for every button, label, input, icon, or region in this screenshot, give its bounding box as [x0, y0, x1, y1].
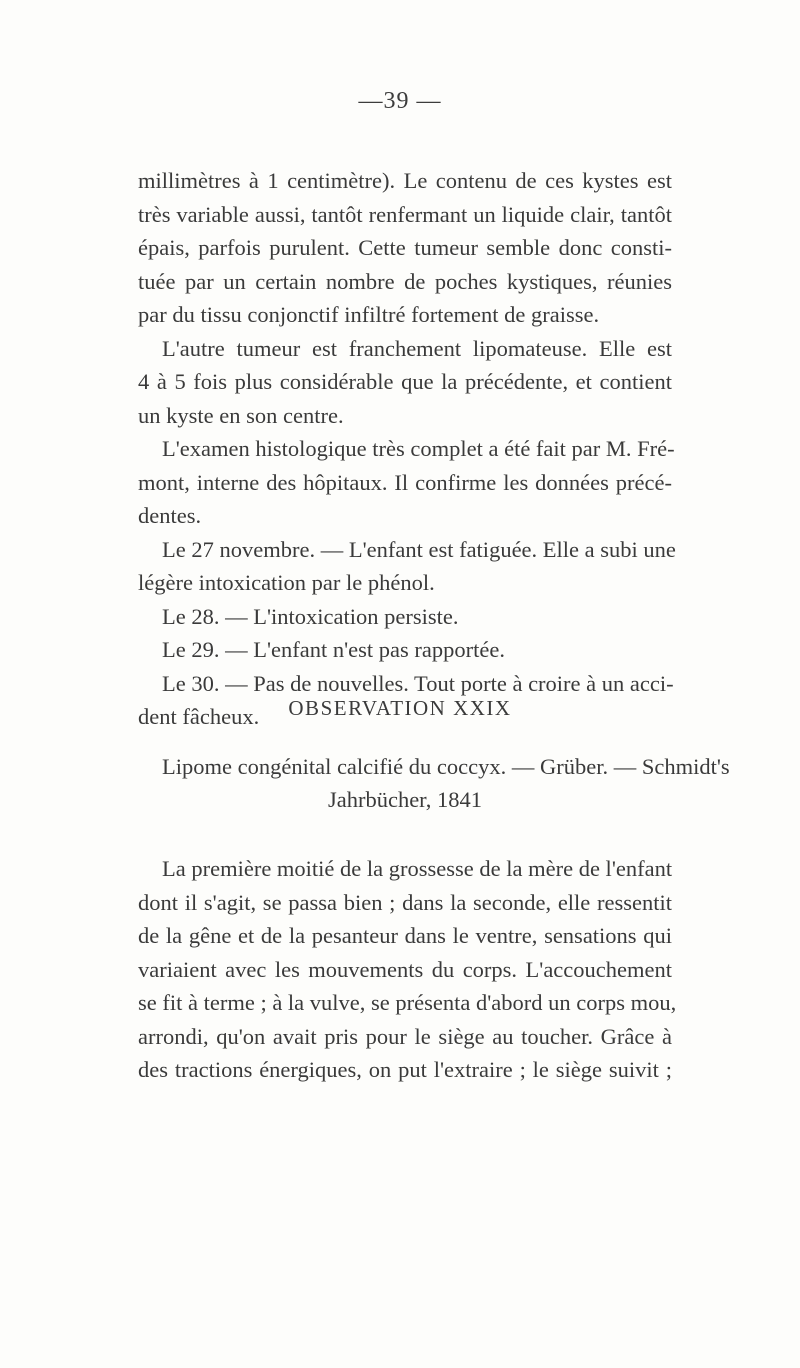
- reference-line: Lipome congénital calcifié du coccyx. — Grüber. — Schmidt's: [162, 754, 730, 779]
- text-line: variaient avec les mouvements du corps. L'accouchement: [138, 956, 672, 982]
- paragraph-kystes: [138, 164, 672, 332]
- text-line: mont, interne des hôpitaux. Il confirme les données précé-: [138, 469, 672, 495]
- observation-heading: OBSERVATION XXIX: [288, 696, 512, 720]
- text-block-top: [138, 164, 676, 734]
- text-line: légère intoxication par le phénol.: [138, 570, 435, 595]
- text-line: dentes.: [138, 503, 202, 528]
- paragraph-examen: [138, 432, 675, 533]
- paragraph-grossesse: [138, 852, 677, 1087]
- text-line: La première moitié de la grossesse de la mère de l'enfant: [162, 856, 673, 881]
- text-line: par du tissu conjonctif infiltré fortement de graisse.: [138, 302, 600, 327]
- page-number: —39 —: [358, 88, 442, 114]
- paragraph-lipomateuse: [138, 332, 672, 433]
- text-line: Le 27 novembre. — L'enfant est fatiguée. Elle a subi une: [162, 536, 676, 562]
- text-line: Le 30. — Pas de nouvelles. Tout porte à croire à un acci-: [162, 670, 674, 696]
- text-block-bottom: [138, 852, 677, 1087]
- text-line: très variable aussi, tantôt renfermant un liquide clair, tantôt: [138, 201, 672, 227]
- text-line: arrondi, qu'on avait pris pour le siège au toucher. Grâce à: [138, 1023, 672, 1049]
- text-line: dent fâcheux.: [138, 704, 260, 729]
- paragraph-28: [138, 600, 672, 634]
- text-line: L'autre tumeur est franchement lipomateuse. Elle est: [162, 335, 672, 361]
- text-line: tuée par un certain nombre de poches kystiques, réunies: [138, 268, 672, 294]
- text-line: 4 à 5 fois plus considérable que la précédente, et contient: [138, 369, 672, 394]
- text-line: dont il s'agit, se passa bien ; dans la seconde, elle ressentit: [138, 889, 672, 915]
- text-line: un kyste en son centre.: [138, 402, 344, 428]
- text-line: des tractions énergiques, on put l'extraire ; le siège suivit ;: [138, 1057, 672, 1082]
- paragraph-27-novembre: [138, 533, 676, 600]
- text-line: millimètres à 1 centimètre). Le contenu de ces kystes est: [138, 168, 672, 193]
- text-line: de la gêne et de la pesanteur dans le ventre, sensations qui: [138, 923, 672, 948]
- text-line: Le 29. — L'enfant n'est pas rapportée.: [162, 637, 505, 662]
- text-line: épais, parfois purulent. Cette tumeur semble donc consti-: [138, 235, 672, 260]
- text-line: se fit à terme ; à la vulve, se présenta d'abord un corps mou,: [138, 990, 677, 1015]
- text-line: Le 28. — L'intoxication persiste.: [162, 603, 459, 629]
- reference-line: Jahrbücher, 1841: [327, 787, 483, 812]
- bibliographic-reference: [138, 750, 730, 816]
- paragraph-29: [138, 633, 672, 667]
- text-line: L'examen histologique très complet a été fait par M. Fré-: [162, 436, 675, 461]
